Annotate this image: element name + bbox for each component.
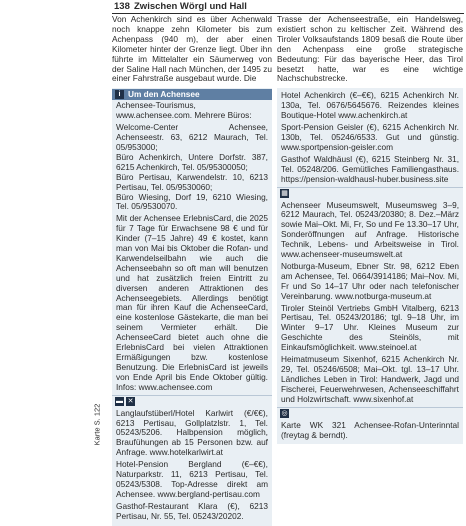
hotel-achenkirch-entry: Hotel Achenkirch (€–€€), 6215 Achenkirch Nr. 130a, Tel. 0676/5645676. Reizendes kleines Boutique-Hotel www.achenkirch.at — [281, 90, 459, 121]
intro-paragraph: Von Achenkirch sind es über Achenwald noch knappe zehn Kilometer bis zum Achenpass (940 m), der aber einen Kilometer hinter der Grenze liegt. Über ihn führte im Mittelalter ein Säumerweg von der Saline Hall nach München, der 1495 zu einer Fahrstraße ausgebaut wurde. Die — [112, 14, 272, 84]
page-number: 138 — [114, 1, 130, 12]
museum-icon: ▦ — [281, 190, 288, 197]
office-pertisau-entry: Büro Pertisau, Karwendelstr. 10, 6213 Pertisau, Tel. 05/9530060; — [116, 171, 268, 192]
info-box — [112, 88, 272, 525]
office-achenkirch-entry: Büro Achenkirch, Untere Dorfstr. 387, 6215 Achenkirch, Tel. 05/95300050; — [116, 151, 268, 172]
right-column — [277, 15, 463, 444]
page-header — [112, 0, 464, 14]
sidebar-map-reference — [92, 386, 102, 466]
hotel-karlwirt-entry: Langlaufstüberl/Hotel Karlwirt (€/€€), 6213 Pertisau, Gollplatzlstr. 1, Tel. 05243/5206. Halbpension möglich, Braufühungen ab 15 Personen bzw. auf Anfrage. www.hotelkarlwirt.at — [116, 407, 268, 458]
erlebniscard-entry: Mit der Achensee ErlebnisCard, die 2025 für 7 Tage für Erwachsene 98 € und für Kinder (7–15 Jahre) 49 € kostet, kann man von Mai bis Oktober die Rofan- und Karwendelseilbahn wie auch die Achenseebahn so oft man will benutzen und hat zusätzlich freien Eintritt zu diversen anderen Attraktionen des Achenseegebiets. Allerdings benötigt man für ihren Kauf die AchenseeCard, eine kostenlose Gästekarte, die man bei seinem Vermieter erhält. Die AchenseeCard bietet auch ohne die ErlebnisCard bei vielen Attraktionen Ermäßigungen bzw. kostenlose Benutzung. Die ErlebnisCard ist jeweils von Ende April bis Ende Oktober gültig. Infos: www.achensee.com — [116, 213, 268, 392]
map-page-reference: Karte S. 122 — [92, 403, 102, 446]
intro-text-left — [112, 15, 272, 84]
office-wiesing-entry: Büro Wiesing, Dorf 19, 6210 Wiesing, Tel. 05/9530070. — [116, 191, 268, 212]
welcome-center-entry: Welcome-Center Achensee, Achenseestr. 63, 6212 Maurach, Tel. 05/953000; — [116, 122, 268, 152]
sixenhof-entry: Heimatmuseum Sixenhof, 6215 Achenkirch Nr. 29, Tel. 05246/6508; Mai–Okt. tgl. 13–17 Uhr. Ländliches Leben in Tirol: Handwerk, Jagd und Fischerei, Feuerwehrwesen, Achenseeschiffahrt und Holzwirtschaft. www.sixenhof.at — [281, 354, 459, 404]
left-column — [112, 15, 272, 526]
bed-icon: ▬ — [116, 398, 123, 406]
map-divider — [277, 407, 463, 420]
notburga-museum-entry: Notburga-Museum, Ebner Str. 98, 6212 Eben am Achensee, Tel. 0664/3914186; Mai–Nov. Mi, Fr und So 14–17 Uhr oder nach telefonischer Vereinbarung. www.notburga-museum.at — [281, 260, 459, 301]
restaurant-icon: ✕ — [127, 398, 134, 406]
gasthof-klara-entry: Gasthof-Restaurant Klara (€), 6213 Pertisau, Nr. 55, Tel. 05243/20202. — [116, 500, 268, 521]
map-icon: ◎ — [281, 410, 288, 418]
museumswelt-entry: Achenseer Museumswelt, Museumsweg 3–9, 6212 Maurach, Tel. 05243/20380; 8. Dez.–März sowie Mai–Okt. Mi, Fr, So und Fe 13.30–17 Uhr, Sonderöffnungen auf Anfrage. Historische Technik, Lebens- und Arbeitsweise in Tirol. www.achenseer-museumswelt.at — [281, 199, 459, 260]
map-entry: Karte WK 321 Achensee-Rofan-Unterinntal (freytag & berndt). — [281, 419, 459, 440]
info-icon: i — [115, 90, 124, 99]
intro-text-right — [277, 15, 463, 84]
lodging-divider — [112, 395, 272, 408]
steinoel-entry: Tiroler Steinöl Vertriebs GmbH Vitalberg, 6213 Pertisau, Tel. 05243/20186; tgl. 9–18 Uhr, im Winter 9–17 Uhr. Kleines Museum zur Geschichte des Steinöls, mit Einkaufsmöglichkeit. www.steinoel.at — [281, 302, 459, 353]
info-box-continued — [277, 88, 463, 444]
chapter-title: Zwischen Wörgl und Hall — [134, 1, 247, 12]
info-box-title: Um den Achensee — [128, 88, 200, 99]
intro-paragraph-continued: Trasse der Achenseestraße, ein Handelsweg, existiert schon zu keltischer Zeit. Während des Tiroler Volksaufstands 1809 besaß die Route über den Achenpass eine große strategische Bedeutung: Für das bayerische Heer, das Tirol besetzt hatte, war es eine wichtige Nachschubstrecke. — [277, 14, 463, 84]
sport-pension-entry: Sport-Pension Geisler (€), 6215 Achenkirch Nr. 130b, Tel. 05246/6533. Gut und günstig. www.sportpension-geisler.com — [281, 122, 459, 152]
tourism-office-entry: Achensee-Tourismus, www.achensee.com. Mehrere Büros: — [116, 100, 252, 121]
gasthof-waldhaeusl-entry: Gasthof Waldhäusl (€), 6215 Steinberg Nr. 31, Tel. 05248/206. Gemütliches Familiengasthaus. https://pension-waldhausl-huber.business.site — [281, 153, 459, 184]
info-box-header — [112, 89, 272, 100]
hotel-bergland-entry: Hotel-Pension Bergland (€–€€), Naturparkstr. 11, 6213 Pertisau, Tel. 05243/5308. Top-Adresse direkt am Achensee. www.bergland-pertisau.com — [116, 459, 268, 499]
museum-divider — [277, 187, 463, 200]
